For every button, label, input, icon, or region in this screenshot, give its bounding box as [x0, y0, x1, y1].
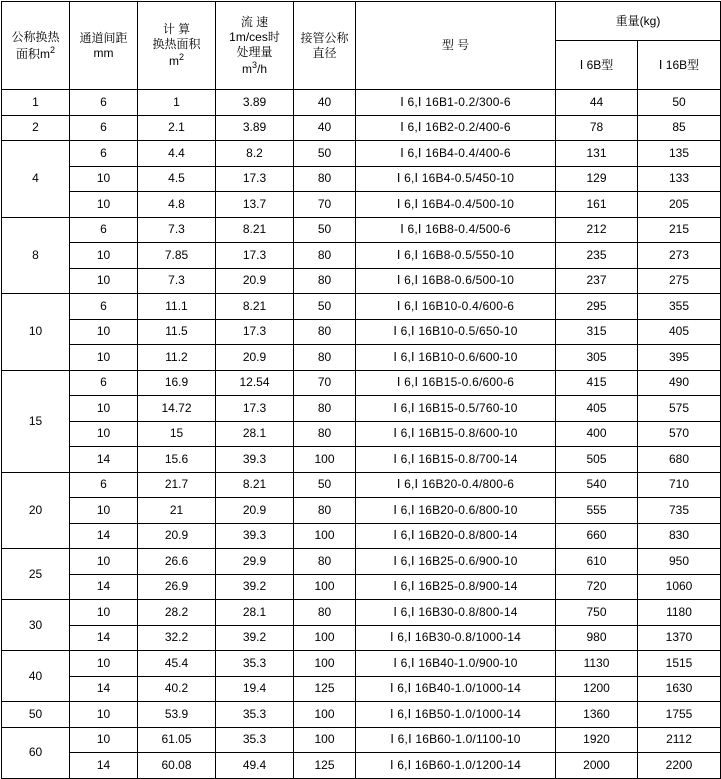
table-row — [2, 676, 721, 702]
table-row — [2, 192, 721, 218]
cell-weight-6b: 610 — [556, 549, 638, 575]
cell-calculated-area: 32.2 — [138, 625, 216, 651]
cell-channel-spacing: 10 — [70, 166, 138, 192]
cell-flow-velocity: 17.3 — [216, 396, 294, 422]
header-weight: 重量(kg) — [556, 2, 721, 41]
cell-model: Ⅰ 6,Ⅰ 16B10-0.5/650-10 — [356, 319, 556, 345]
cell-nozzle-diameter: 80 — [294, 498, 356, 524]
cell-model: Ⅰ 6,Ⅰ 16B50-1.0/1000-14 — [356, 702, 556, 728]
header-nozzle-diameter-line2: 直径 — [312, 45, 337, 60]
cell-model: Ⅰ 6,Ⅰ 16B8-0.6/500-10 — [356, 268, 556, 294]
cell-model: Ⅰ 6,Ⅰ 16B30-0.8/800-14 — [356, 600, 556, 626]
cell-flow-velocity: 20.9 — [216, 345, 294, 371]
cell-calculated-area: 1 — [138, 90, 216, 116]
cell-weight-16b: 50 — [638, 90, 721, 116]
cell-flow-velocity: 8.2 — [216, 141, 294, 167]
cell-flow-velocity: 49.4 — [216, 753, 294, 779]
table-row — [2, 217, 721, 243]
cell-flow-velocity: 39.2 — [216, 625, 294, 651]
cell-weight-6b: 1200 — [556, 676, 638, 702]
table-row — [2, 753, 721, 779]
cell-nominal-area: 50 — [2, 702, 70, 728]
cell-model: Ⅰ 6,Ⅰ 16B40-1.0/900-10 — [356, 651, 556, 677]
table-row — [2, 421, 721, 447]
cell-nozzle-diameter: 80 — [294, 549, 356, 575]
cell-flow-velocity: 17.3 — [216, 319, 294, 345]
table-row — [2, 268, 721, 294]
table-row — [2, 600, 721, 626]
cell-weight-6b: 237 — [556, 268, 638, 294]
cell-weight-6b: 660 — [556, 523, 638, 549]
cell-calculated-area: 28.2 — [138, 600, 216, 626]
cell-nozzle-diameter: 125 — [294, 753, 356, 779]
cell-weight-16b: 85 — [638, 115, 721, 141]
cell-flow-velocity: 13.7 — [216, 192, 294, 218]
cell-weight-16b: 2200 — [638, 753, 721, 779]
cell-weight-6b: 555 — [556, 498, 638, 524]
cell-nozzle-diameter: 50 — [294, 141, 356, 167]
header-calculated-area — [138, 2, 216, 90]
cell-weight-6b: 131 — [556, 141, 638, 167]
cell-calculated-area: 7.3 — [138, 217, 216, 243]
cell-flow-velocity: 19.4 — [216, 676, 294, 702]
cell-model: Ⅰ 6,Ⅰ 16B30-0.8/1000-14 — [356, 625, 556, 651]
cell-model: Ⅰ 6,Ⅰ 16B25-0.6/900-10 — [356, 549, 556, 575]
cell-flow-velocity: 29.9 — [216, 549, 294, 575]
cell-channel-spacing: 6 — [70, 90, 138, 116]
header-flow-velocity-unit: $m^3/h$ — [241, 59, 268, 76]
cell-nozzle-diameter: 125 — [294, 676, 356, 702]
header-channel-spacing-unit: mm — [93, 45, 114, 60]
cell-flow-velocity: 35.3 — [216, 702, 294, 728]
header-nozzle-diameter — [294, 2, 356, 90]
cell-calculated-area: 15 — [138, 421, 216, 447]
cell-weight-16b: 2112 — [638, 727, 721, 753]
header-flow-velocity — [216, 2, 294, 90]
cell-calculated-area: 61.05 — [138, 727, 216, 753]
cell-flow-velocity: 39.3 — [216, 523, 294, 549]
cell-weight-6b: 415 — [556, 370, 638, 396]
cell-nozzle-diameter: 100 — [294, 574, 356, 600]
cell-flow-velocity: 8.21 — [216, 217, 294, 243]
cell-calculated-area: 14.72 — [138, 396, 216, 422]
cell-channel-spacing: 6 — [70, 141, 138, 167]
cell-calculated-area: 7.3 — [138, 268, 216, 294]
cell-flow-velocity: 39.3 — [216, 447, 294, 473]
cell-channel-spacing: 10 — [70, 421, 138, 447]
cell-channel-spacing: 14 — [70, 753, 138, 779]
table-row — [2, 702, 721, 728]
cell-weight-6b: 2000 — [556, 753, 638, 779]
cell-model: Ⅰ 6,Ⅰ 16B20-0.6/800-10 — [356, 498, 556, 524]
cell-calculated-area: 7.85 — [138, 243, 216, 269]
cell-nozzle-diameter: 80 — [294, 345, 356, 371]
cell-flow-velocity: 35.3 — [216, 651, 294, 677]
cell-channel-spacing: 10 — [70, 727, 138, 753]
header-row-1 — [2, 2, 721, 41]
table-row — [2, 370, 721, 396]
table-row — [2, 549, 721, 575]
header-calculated-area-line1: 计 算 — [162, 22, 191, 36]
header-channel-spacing-line1: 通道间距 — [79, 30, 128, 45]
cell-channel-spacing: 10 — [70, 192, 138, 218]
cell-weight-16b: 1755 — [638, 702, 721, 728]
cell-nozzle-diameter: 40 — [294, 115, 356, 141]
cell-calculated-area: 40.2 — [138, 676, 216, 702]
cell-calculated-area: 21 — [138, 498, 216, 524]
cell-weight-6b: 44 — [556, 90, 638, 116]
cell-nominal-area: 10 — [2, 294, 70, 371]
cell-weight-6b: 78 — [556, 115, 638, 141]
table-row — [2, 498, 721, 524]
cell-calculated-area: 11.1 — [138, 294, 216, 320]
table-row — [2, 294, 721, 320]
cell-flow-velocity: 28.1 — [216, 600, 294, 626]
cell-calculated-area: 21.7 — [138, 472, 216, 498]
spec-table-page — [0, 1, 721, 772]
cell-flow-velocity: 35.3 — [216, 727, 294, 753]
cell-flow-velocity: 3.89 — [216, 115, 294, 141]
cell-weight-6b: 400 — [556, 421, 638, 447]
cell-nominal-area: 20 — [2, 472, 70, 549]
cell-model: Ⅰ 6,Ⅰ 16B20-0.8/800-14 — [356, 523, 556, 549]
header-flow-velocity-line2: 1m/ces时 — [229, 29, 280, 44]
cell-calculated-area: 45.4 — [138, 651, 216, 677]
cell-nozzle-diameter: 100 — [294, 702, 356, 728]
cell-nozzle-diameter: 80 — [294, 166, 356, 192]
cell-weight-16b: 575 — [638, 396, 721, 422]
cell-weight-16b: 1060 — [638, 574, 721, 600]
cell-model: Ⅰ 6,Ⅰ 16B2-0.2/400-6 — [356, 115, 556, 141]
cell-model: Ⅰ 6,Ⅰ 16B10-0.4/600-6 — [356, 294, 556, 320]
cell-flow-velocity: 17.3 — [216, 166, 294, 192]
cell-channel-spacing: 10 — [70, 396, 138, 422]
cell-model: Ⅰ 6,Ⅰ 16B8-0.4/500-6 — [356, 217, 556, 243]
cell-channel-spacing: 6 — [70, 370, 138, 396]
cell-calculated-area: 20.9 — [138, 523, 216, 549]
cell-weight-6b: 295 — [556, 294, 638, 320]
cell-channel-spacing: 10 — [70, 268, 138, 294]
table-row — [2, 141, 721, 167]
cell-weight-6b: 315 — [556, 319, 638, 345]
table-row — [2, 651, 721, 677]
cell-flow-velocity: 3.89 — [216, 90, 294, 116]
cell-weight-16b: 395 — [638, 345, 721, 371]
cell-nominal-area: 8 — [2, 217, 70, 294]
table-row — [2, 243, 721, 269]
cell-weight-6b: 1360 — [556, 702, 638, 728]
cell-channel-spacing: 6 — [70, 115, 138, 141]
cell-weight-16b: 205 — [638, 192, 721, 218]
cell-calculated-area: 4.8 — [138, 192, 216, 218]
cell-calculated-area: 2.1 — [138, 115, 216, 141]
cell-calculated-area: 11.5 — [138, 319, 216, 345]
cell-weight-16b: 1515 — [638, 651, 721, 677]
cell-weight-6b: 1920 — [556, 727, 638, 753]
cell-model: Ⅰ 6,Ⅰ 16B40-1.0/1000-14 — [356, 676, 556, 702]
cell-weight-16b: 570 — [638, 421, 721, 447]
cell-channel-spacing: 14 — [70, 676, 138, 702]
cell-model: Ⅰ 6,Ⅰ 16B4-0.4/400-6 — [356, 141, 556, 167]
cell-calculated-area: 60.08 — [138, 753, 216, 779]
cell-model: Ⅰ 6,Ⅰ 16B60-1.0/1200-14 — [356, 753, 556, 779]
cell-nozzle-diameter: 80 — [294, 243, 356, 269]
cell-nozzle-diameter: 40 — [294, 90, 356, 116]
cell-calculated-area: 15.6 — [138, 447, 216, 473]
table-row — [2, 447, 721, 473]
cell-weight-6b: 305 — [556, 345, 638, 371]
cell-nominal-area: 30 — [2, 600, 70, 651]
cell-weight-6b: 1130 — [556, 651, 638, 677]
table-row — [2, 523, 721, 549]
cell-nozzle-diameter: 100 — [294, 447, 356, 473]
cell-channel-spacing: 10 — [70, 651, 138, 677]
table-header — [2, 2, 721, 90]
table-row — [2, 472, 721, 498]
cell-channel-spacing: 10 — [70, 243, 138, 269]
cell-model: Ⅰ 6,Ⅰ 16B10-0.6/600-10 — [356, 345, 556, 371]
cell-weight-16b: 490 — [638, 370, 721, 396]
cell-channel-spacing: 10 — [70, 345, 138, 371]
header-nominal-area-line2: 面积$m^2$ — [15, 44, 56, 61]
table-row — [2, 625, 721, 651]
cell-channel-spacing: 10 — [70, 319, 138, 345]
cell-weight-16b: 273 — [638, 243, 721, 269]
cell-channel-spacing: 14 — [70, 625, 138, 651]
cell-weight-6b: 750 — [556, 600, 638, 626]
cell-channel-spacing: 10 — [70, 498, 138, 524]
table-row — [2, 166, 721, 192]
cell-nozzle-diameter: 100 — [294, 727, 356, 753]
cell-weight-16b: 135 — [638, 141, 721, 167]
header-channel-spacing — [70, 2, 138, 90]
table-row — [2, 396, 721, 422]
cell-model: Ⅰ 6,Ⅰ 16B60-1.0/1100-10 — [356, 727, 556, 753]
cell-weight-6b: 540 — [556, 472, 638, 498]
header-flow-velocity-line1: 流 速 — [240, 14, 269, 29]
cell-channel-spacing: 14 — [70, 523, 138, 549]
cell-channel-spacing: 14 — [70, 574, 138, 600]
header-flow-velocity-line3: 处理量 — [236, 44, 273, 59]
cell-model: Ⅰ 6,Ⅰ 16B15-0.6/600-6 — [356, 370, 556, 396]
cell-nozzle-diameter: 70 — [294, 370, 356, 396]
cell-nominal-area: 40 — [2, 651, 70, 702]
cell-flow-velocity: 8.21 — [216, 472, 294, 498]
cell-nozzle-diameter: 80 — [294, 268, 356, 294]
cell-model: Ⅰ 6,Ⅰ 16B4-0.4/500-10 — [356, 192, 556, 218]
cell-nominal-area: 25 — [2, 549, 70, 600]
table-body — [2, 90, 721, 779]
table-row — [2, 319, 721, 345]
table-row — [2, 574, 721, 600]
cell-calculated-area: 53.9 — [138, 702, 216, 728]
cell-weight-16b: 1630 — [638, 676, 721, 702]
cell-calculated-area: 4.4 — [138, 141, 216, 167]
header-calculated-area-unit: $m^2$ — [168, 52, 184, 68]
cell-model: Ⅰ 6,Ⅰ 16B15-0.8/600-10 — [356, 421, 556, 447]
cell-weight-6b: 980 — [556, 625, 638, 651]
cell-flow-velocity: 28.1 — [216, 421, 294, 447]
cell-nozzle-diameter: 100 — [294, 523, 356, 549]
cell-nozzle-diameter: 50 — [294, 217, 356, 243]
cell-weight-6b: 505 — [556, 447, 638, 473]
cell-nozzle-diameter: 80 — [294, 396, 356, 422]
cell-channel-spacing: 10 — [70, 600, 138, 626]
cell-weight-16b: 275 — [638, 268, 721, 294]
header-weight-16b: Ⅰ 16B型 — [638, 41, 721, 90]
cell-weight-16b: 215 — [638, 217, 721, 243]
cell-nominal-area: 2 — [2, 115, 70, 141]
cell-model: Ⅰ 6,Ⅰ 16B8-0.5/550-10 — [356, 243, 556, 269]
cell-nozzle-diameter: 100 — [294, 651, 356, 677]
cell-calculated-area: 4.5 — [138, 166, 216, 192]
cell-weight-16b: 133 — [638, 166, 721, 192]
cell-flow-velocity: 20.9 — [216, 268, 294, 294]
table-row — [2, 345, 721, 371]
header-weight-6b: Ⅰ 6B型 — [556, 41, 638, 90]
table-row — [2, 90, 721, 116]
cell-weight-6b: 720 — [556, 574, 638, 600]
cell-channel-spacing: 6 — [70, 217, 138, 243]
cell-flow-velocity: 8.21 — [216, 294, 294, 320]
cell-flow-velocity: 20.9 — [216, 498, 294, 524]
cell-flow-velocity: 12.54 — [216, 370, 294, 396]
cell-channel-spacing: 10 — [70, 702, 138, 728]
cell-weight-16b: 830 — [638, 523, 721, 549]
header-nozzle-diameter-line1: 接管公称 — [300, 30, 349, 45]
cell-weight-16b: 355 — [638, 294, 721, 320]
cell-weight-16b: 735 — [638, 498, 721, 524]
cell-model: Ⅰ 6,Ⅰ 16B4-0.5/450-10 — [356, 166, 556, 192]
cell-calculated-area: 16.9 — [138, 370, 216, 396]
cell-nominal-area: 15 — [2, 370, 70, 472]
cell-channel-spacing: 10 — [70, 549, 138, 575]
cell-calculated-area: 26.9 — [138, 574, 216, 600]
cell-nozzle-diameter: 80 — [294, 319, 356, 345]
header-calculated-area-line2: 换热面积 — [152, 37, 201, 51]
cell-weight-16b: 1180 — [638, 600, 721, 626]
cell-nozzle-diameter: 50 — [294, 294, 356, 320]
cell-weight-16b: 405 — [638, 319, 721, 345]
cell-flow-velocity: 39.2 — [216, 574, 294, 600]
cell-nozzle-diameter: 80 — [294, 600, 356, 626]
cell-flow-velocity: 17.3 — [216, 243, 294, 269]
cell-model: Ⅰ 6,Ⅰ 16B25-0.8/900-14 — [356, 574, 556, 600]
table-row — [2, 727, 721, 753]
cell-nominal-area: 4 — [2, 141, 70, 218]
cell-weight-6b: 405 — [556, 396, 638, 422]
cell-weight-6b: 212 — [556, 217, 638, 243]
cell-nozzle-diameter: 100 — [294, 625, 356, 651]
header-nominal-area — [2, 2, 70, 90]
cell-weight-16b: 680 — [638, 447, 721, 473]
heat-exchanger-spec-table — [1, 1, 721, 779]
cell-nozzle-diameter: 70 — [294, 192, 356, 218]
cell-channel-spacing: 6 — [70, 294, 138, 320]
header-nominal-area-line1: 公称换热 — [11, 29, 60, 44]
header-model: 型 号 — [356, 2, 556, 90]
cell-weight-16b: 1370 — [638, 625, 721, 651]
cell-model: Ⅰ 6,Ⅰ 16B15-0.5/760-10 — [356, 396, 556, 422]
cell-calculated-area: 26.6 — [138, 549, 216, 575]
cell-weight-6b: 161 — [556, 192, 638, 218]
cell-calculated-area: 11.2 — [138, 345, 216, 371]
cell-channel-spacing: 14 — [70, 447, 138, 473]
cell-model: Ⅰ 6,Ⅰ 16B15-0.8/700-14 — [356, 447, 556, 473]
cell-nominal-area: 1 — [2, 90, 70, 116]
cell-channel-spacing: 6 — [70, 472, 138, 498]
cell-weight-16b: 710 — [638, 472, 721, 498]
cell-model: Ⅰ 6,Ⅰ 16B1-0.2/300-6 — [356, 90, 556, 116]
cell-weight-6b: 235 — [556, 243, 638, 269]
cell-model: Ⅰ 6,Ⅰ 16B20-0.4/800-6 — [356, 472, 556, 498]
cell-weight-6b: 129 — [556, 166, 638, 192]
cell-nominal-area: 60 — [2, 727, 70, 778]
cell-nozzle-diameter: 50 — [294, 472, 356, 498]
table-row — [2, 115, 721, 141]
cell-nozzle-diameter: 80 — [294, 421, 356, 447]
cell-weight-16b: 950 — [638, 549, 721, 575]
